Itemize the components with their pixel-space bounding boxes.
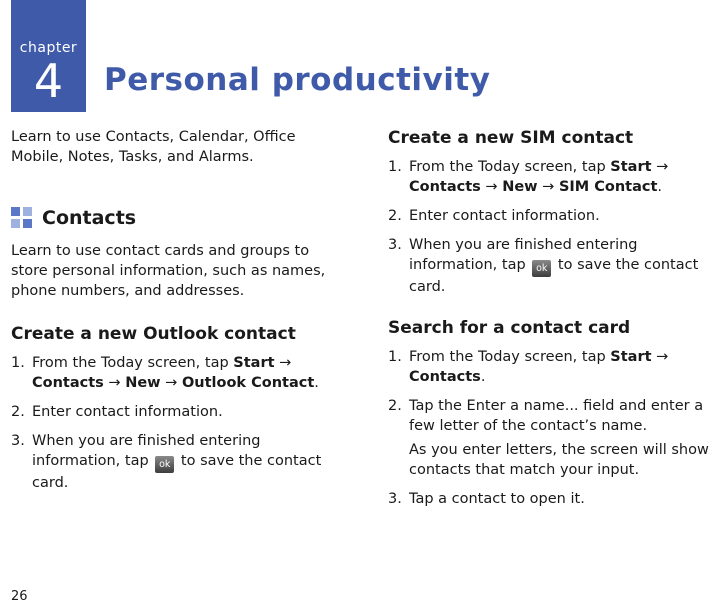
ok-button-icon: ok <box>532 260 551 277</box>
search-steps <box>388 347 714 509</box>
chapter-intro: Learn to use Contacts, Calendar, Office Mobile, Notes, Tasks, and Alarms. <box>11 129 296 165</box>
page-number: 26 <box>11 589 28 604</box>
step-note: As you enter letters, the screen will show contacts that match your input. <box>409 442 709 478</box>
search-contact-heading: Search for a contact card <box>388 318 631 338</box>
section-description: Learn to use contact cards and groups to store personal information, such as names, phone numbers, and addresses. <box>11 243 326 299</box>
step-item: 1. From the Today screen, tap Start → Contacts. <box>388 349 669 385</box>
step-item: 1. From the Today screen, tap Start → Contacts → New → Outlook Contact. <box>11 355 319 391</box>
chapter-tab <box>11 0 86 112</box>
step-item: 3. When you are finished entering information, tap ok to save the contact card. <box>11 433 322 491</box>
sim-contact-heading: Create a new SIM contact <box>388 128 634 148</box>
chapter-title: Personal productivity <box>104 62 491 98</box>
contacts-section-header <box>11 205 136 231</box>
ok-button-icon: ok <box>155 456 174 473</box>
section-title: Contacts <box>42 207 137 229</box>
outlook-contact-heading: Create a new Outlook contact <box>11 324 296 344</box>
sim-steps <box>388 157 714 297</box>
step-item: 2. Enter contact information. <box>11 404 223 420</box>
step-item: 2. Tap the Enter a name... field and enter a few letter of the contact’s name. As you enter letters, the screen will show contacts that match your input. <box>388 396 714 480</box>
chapter-number: 4 <box>33 54 64 108</box>
search-contact-block <box>388 317 714 518</box>
step-item: 3. Tap a contact to open it. <box>388 491 585 507</box>
chapter-word: chapter <box>19 40 78 56</box>
outlook-steps <box>11 353 341 493</box>
step-item: 2. Enter contact information. <box>388 208 600 224</box>
step-item: 3. When you are finished entering information, tap ok to save the contact card. <box>388 237 699 295</box>
step-item: 1. From the Today screen, tap Start → Contacts → New → SIM Contact. <box>388 159 669 195</box>
sim-contact-block <box>388 127 714 306</box>
outlook-contact-block <box>11 323 341 502</box>
contacts-section-icon <box>11 207 33 229</box>
